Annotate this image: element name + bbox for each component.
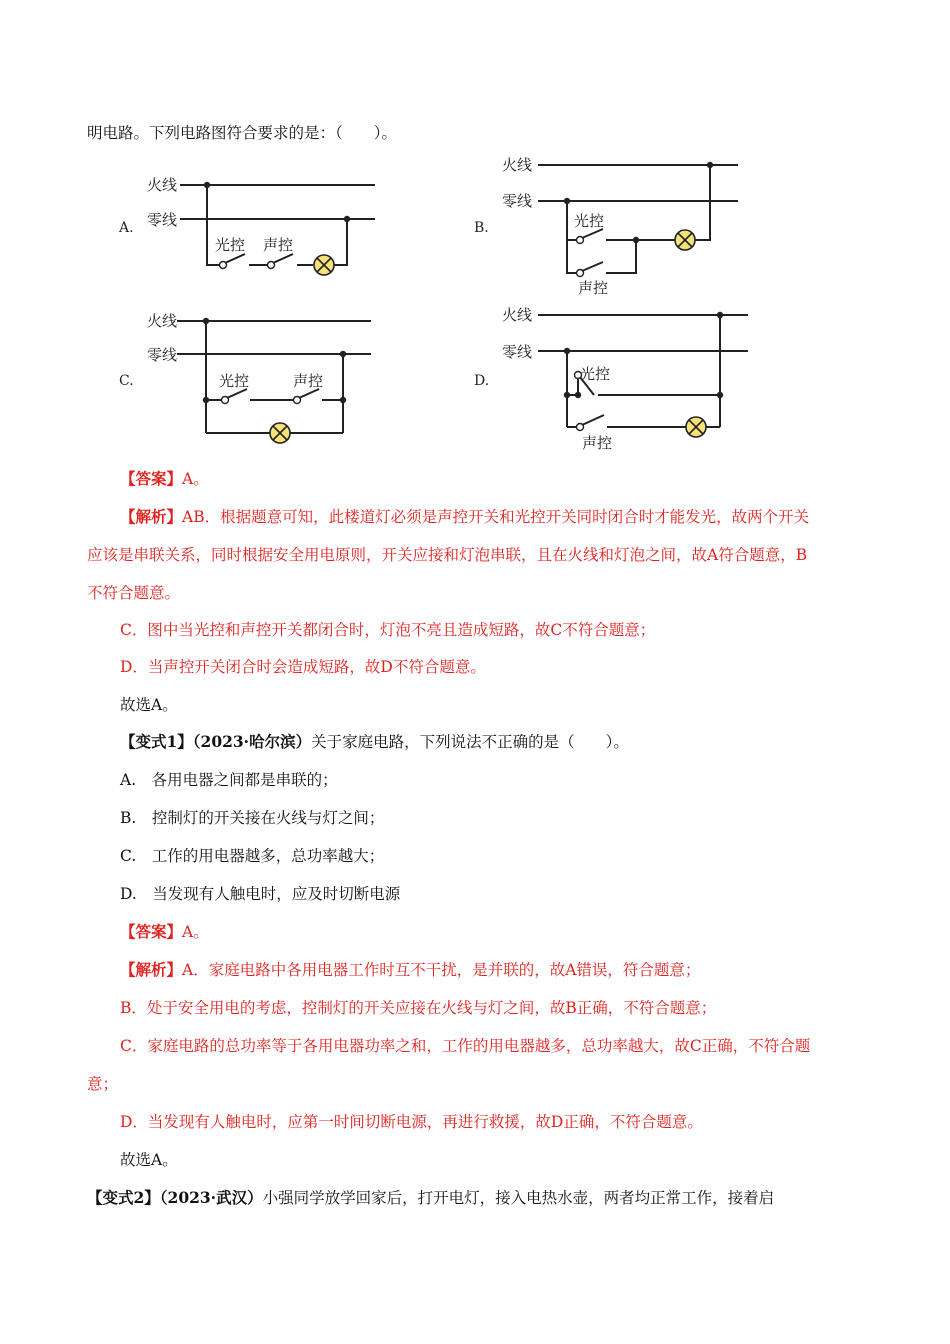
light-switch-label: 光控 [215,236,246,254]
analysis-line: 应该是串联关系，同时根据安全用电原则，开关应接和灯泡串联，且在火线和灯泡之间，故A符合题意，B [87,546,808,564]
analysis-line: C．家庭电路的总功率等于各用电器功率之和，工作的用电器越多，总功率越大，故C正确，不符合题 [120,1037,811,1055]
neutral-wire-label: 零线 [147,211,178,229]
option-b: B. 控制灯的开关接在火线与灯之间； [120,809,385,827]
analysis-line: D．当发现有人触电时，应第一时间切断电源，再进行救援，故D正确，不符合题意。 [120,1113,703,1131]
variant-2-stem: 【变式2】（2023·武汉）小强同学放学回家后，打开电灯，接入电热水壶，两者均正常工作，接着启 [87,1188,775,1207]
sound-switch-label: 声控 [263,236,294,254]
analysis-line: 【解析】AB．根据题意可知，此楼道灯必须是声控开关和光控开关同时闭合时才能发光，故两个开关 [120,507,810,526]
answer-line: 【答案】A。 [120,469,209,488]
answer-line: 【答案】A。 [120,922,209,941]
variant-1-stem: 【变式1】（2023·哈尔滨）关于家庭电路，下列说法不正确的是（ ）。 [120,732,629,751]
analysis-line: 意； [87,1075,119,1093]
neutral-wire-label: 零线 [147,346,178,364]
option-label-a: A. [119,220,134,236]
conclusion-line: 故选A。 [120,696,178,714]
live-wire-label: 火线 [502,306,533,324]
light-switch-label: 光控 [219,372,250,390]
analysis-line: 不符合题意。 [87,584,181,602]
live-wire-label: 火线 [502,156,533,174]
circuit-diagram-b [470,152,750,302]
option-label-d: D. [474,373,490,389]
question-stem-tail: 明电路。下列电路图符合要求的是：（ ）。 [87,124,398,142]
sound-switch-label: 声控 [293,372,324,390]
conclusion-line: 故选A。 [120,1151,178,1169]
light-switch-label: 光控 [580,365,611,383]
circuit-diagram-a [115,170,385,280]
neutral-wire-label: 零线 [502,192,533,210]
sound-switch-label: 声控 [578,279,609,297]
option-c: C. 工作的用电器越多，总功率越大； [120,847,385,865]
analysis-line: C．图中当光控和声控开关都闭合时，灯泡不亮且造成短路，故C不符合题意； [120,621,656,639]
circuit-diagram-d [470,300,760,455]
analysis-line: 【解析】A．家庭电路中各用电器工作时互不干扰，是并联的，故A错误，符合题意； [120,960,701,979]
option-label-b: B. [474,220,489,236]
analysis-line: D．当声控开关闭合时会造成短路，故D不符合题意。 [120,658,486,676]
option-a: A. 各用电器之间都是串联的； [120,771,338,789]
circuit-diagram-c [115,305,385,440]
option-d: D. 当发现有人触电时，应及时切断电源 [120,885,401,903]
neutral-wire-label: 零线 [502,343,533,361]
light-switch-label: 光控 [574,212,605,230]
option-label-c: C. [119,373,134,389]
live-wire-label: 火线 [147,312,178,330]
sound-switch-label: 声控 [582,434,613,452]
analysis-line: B．处于安全用电的考虑，控制灯的开关应接在火线与灯之间，故B正确，不符合题意； [120,999,717,1017]
live-wire-label: 火线 [147,176,178,194]
